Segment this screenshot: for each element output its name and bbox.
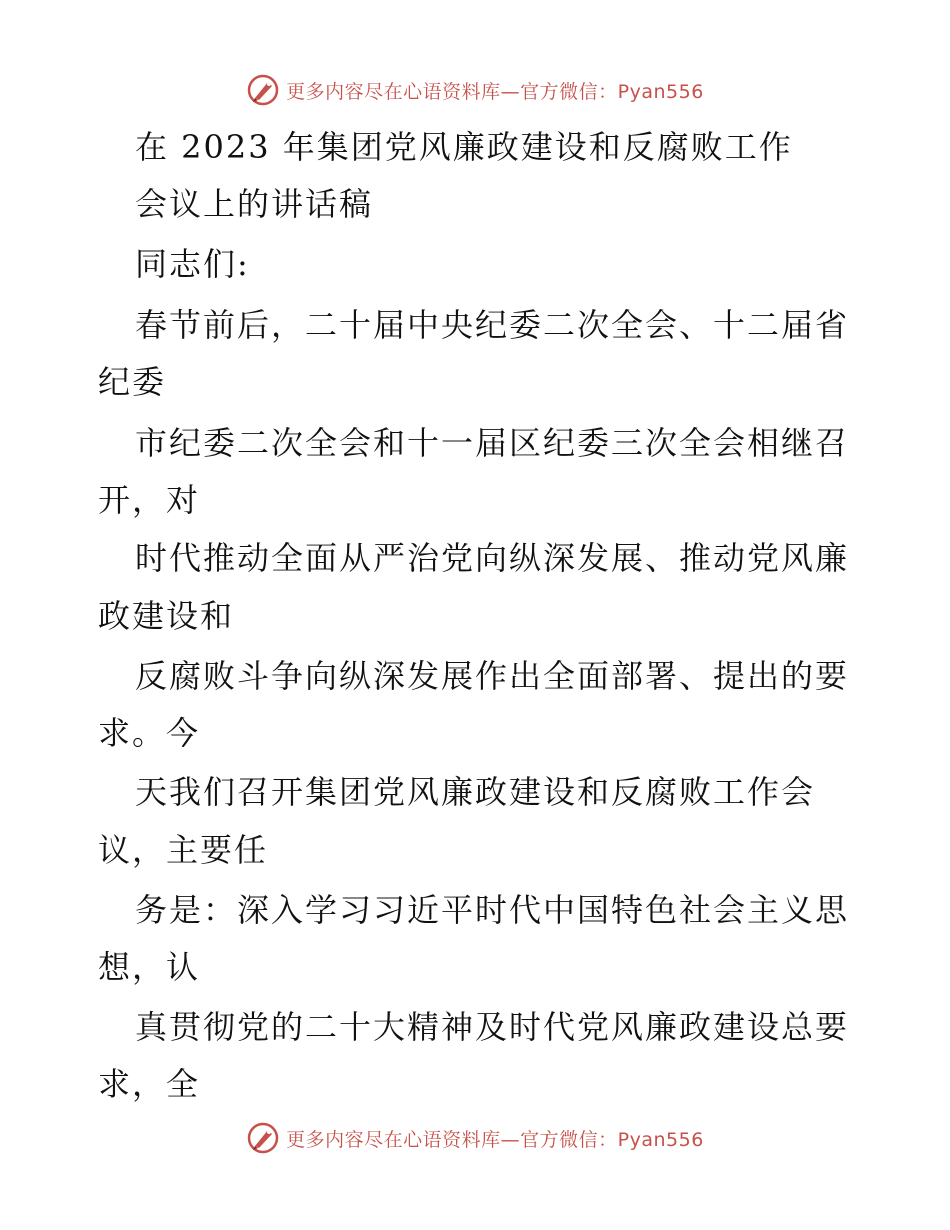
doc-line: 时代推动全面从严治党向纵深发展、推动党风廉 bbox=[135, 539, 850, 577]
watermark-text-top: 更多内容尽在心语资料库—官方微信：Pyan556 bbox=[286, 80, 704, 103]
doc-line: 议，主要任 bbox=[98, 831, 269, 869]
doc-line: 天我们召开集团党风廉政建设和反腐败工作会 bbox=[135, 773, 816, 811]
doc-line: 政建设和 bbox=[98, 597, 235, 635]
doc-line: 真贯彻党的二十大精神及时代党风廉政建设总要 bbox=[135, 1008, 850, 1046]
doc-line: 求，全 bbox=[98, 1065, 201, 1103]
doc-line-title-1: 在 2023 年集团党风廉政建设和反腐败工作 bbox=[135, 128, 793, 166]
doc-line-title-2: 会议上的讲话稿 bbox=[135, 185, 374, 223]
doc-line: 开，对 bbox=[98, 481, 201, 519]
doc-line: 求。今 bbox=[98, 714, 201, 752]
watermark-text-bottom: 更多内容尽在心语资料库—官方微信：Pyan556 bbox=[286, 1128, 704, 1151]
pen-logo-icon bbox=[246, 1121, 280, 1155]
doc-line: 务是：深入学习习近平时代中国特色社会主义思 bbox=[135, 891, 850, 929]
doc-line: 反腐败斗争向纵深发展作出全面部署、提出的要 bbox=[135, 657, 850, 695]
doc-line: 春节前后，二十届中央纪委二次全会、十二届省 bbox=[135, 306, 850, 344]
doc-line: 想，认 bbox=[98, 948, 201, 986]
doc-line-salutation: 同志们: bbox=[135, 245, 250, 283]
doc-line: 市纪委二次全会和十一届区纪委三次全会相继召 bbox=[135, 424, 850, 462]
watermark-banner-bottom bbox=[0, 1118, 950, 1158]
doc-line: 纪委 bbox=[98, 363, 167, 401]
